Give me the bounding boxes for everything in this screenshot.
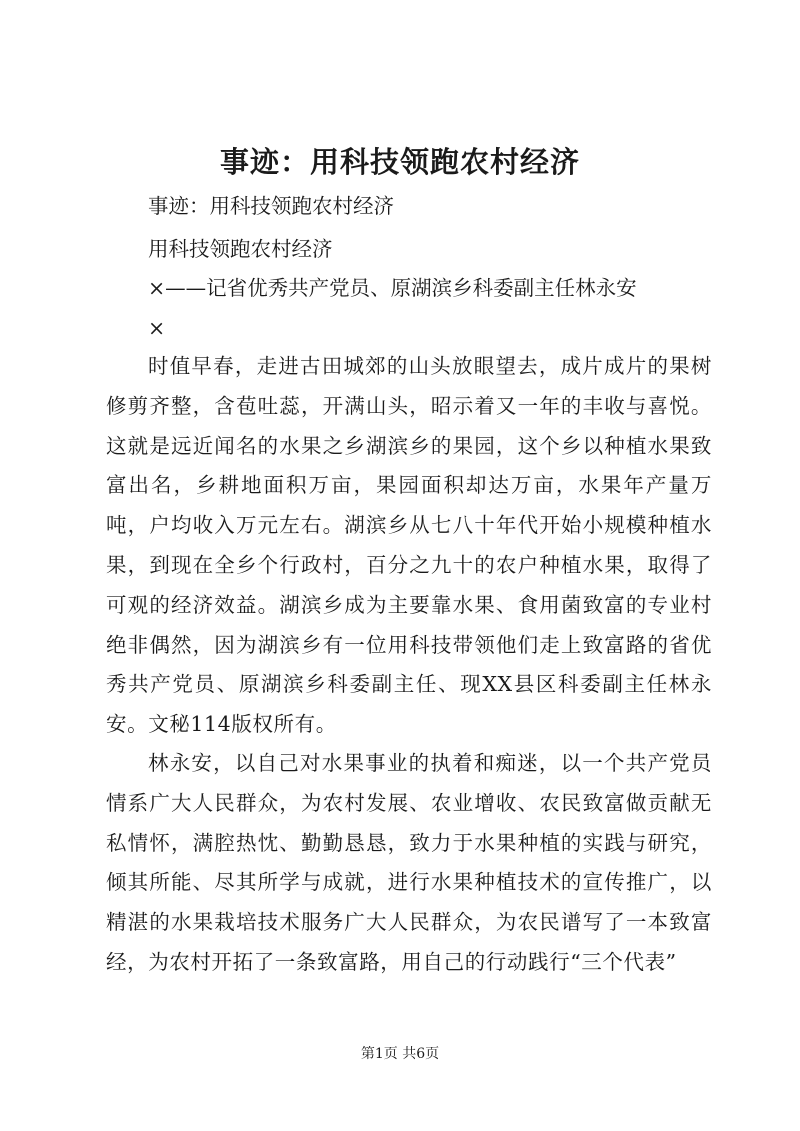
page-number-footer: 第1页 共6页 — [360, 1046, 440, 1062]
subheading-mark: × — [148, 316, 166, 340]
body-paragraph: 时值早春，走进古田城郊的山头放眼望去，成片成片的果树修剪齐整，含苞吐蕊，开满山头，昭示着又一年的丰收与喜悦。这就是远近闻名的水果之乡湖滨乡的果园，这个乡以种植水果致富出名，乡耕地面积万亩，果园面积却达万亩，水果年产量万吨，户均收入万元左右。湖滨乡从七八十年代开始小规模种植水果，到现在全乡个行政村，百分之九十的农户种植水果，取得了可观的经济效益。湖滨乡成为主要靠水果、食用菌致富的专业村绝非偶然，因为湖滨乡有一位用科技带领他们走上致富路的省优秀共产党员、原湖滨乡科委副主任、现XX县区科委副主任林永安。文秘114版权所有。 — [106, 354, 712, 737]
body-paragraph: 林永安，以自己对水果事业的执着和痴迷，以一个共产党员情系广大人民群众，为农村发展、农业增收、农民致富做贡献无私情怀，满腔热忱、勤勤恳恳，致力于水果种植的实践与研究，倾其所能、尽其所学与成就，进行水果种植技术的宣传推广，以精湛的水果栽培技术服务广大人民群众，为农民谱写了一本致富经，为农村开拓了一条致富路，用自己的行动践行“三个代表” — [106, 751, 712, 974]
subheading-byline: ×——记省优秀共产党员、原湖滨乡科委副主任林永安 — [148, 276, 637, 300]
subheading-repeat-title: 事迹：用科技领跑农村经济 — [148, 194, 394, 218]
document-title: 事迹：用科技领跑农村经济 — [219, 145, 580, 179]
subheading-main: 用科技领跑农村经济 — [148, 237, 333, 261]
